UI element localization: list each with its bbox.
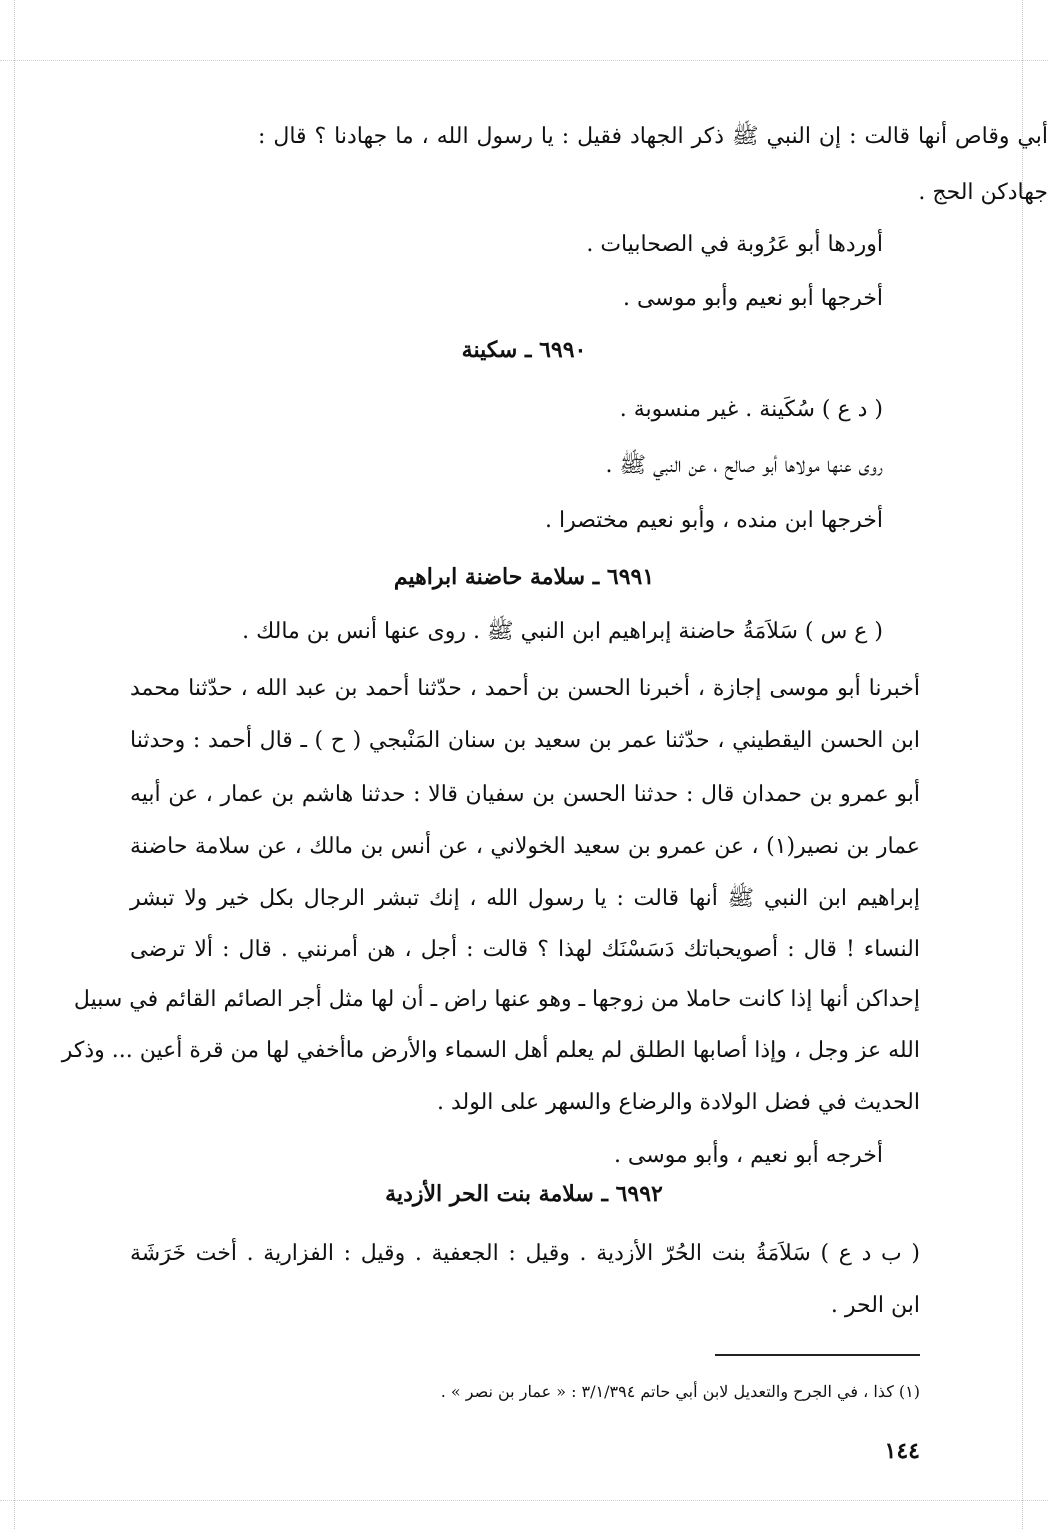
scan-margin-guide [0, 60, 1048, 61]
body-line: النساء ! قال : أصويحباتك دَسَسْنَك لهذا ؟ قالت : أجل ، هن أمرنني . قال : ألا ترضى [130, 937, 920, 962]
body-line: جهادكن الحج . [918, 180, 1048, 205]
footnote-divider [715, 1354, 920, 1356]
body-line: ( ع س ) سَلاَمَةُ حاضنة إبراهيم ابن النبي ﷺ . روى عنها أنس بن مالك . [242, 619, 883, 644]
body-line: أخبرنا أبو موسى إجازة ، أخبرنا الحسن بن أحمد ، حدّثنا أحمد بن عبد الله ، حدّثنا محمد [130, 676, 920, 701]
body-line: إبراهيم ابن النبي ﷺ أنها قالت : يا رسول الله ، إنك تبشر الرجال بكل خير ولا تبشر [130, 886, 920, 911]
entry-heading: ٦٩٩٠ ـ سكينة [461, 337, 587, 363]
body-line: أخرجها أبو نعيم وأبو موسى . [622, 286, 883, 311]
body-line: أخرجها ابن منده ، وأبو نعيم مختصرا . [544, 508, 883, 533]
footnote: (١) كذا ، في الجرح والتعديل لابن أبي حاتم ٣/١/٣٩٤ : « عمار بن نصر » . [440, 1382, 920, 1401]
entry-heading: ٦٩٩١ ـ سلامة حاضنة ابراهيم [393, 564, 655, 590]
body-line: أبي وقاص أنها قالت : إن النبي ﷺ ذكر الجهاد فقيل : يا رسول الله ، ما جهادنا ؟ قال : [258, 124, 1048, 149]
body-line: ( ب د ع ) سَلاَمَةُ بنت الحُرّ الأزدية . وقيل : الجعفية . وقيل : الفزارية . أخت خَرَشَة [130, 1241, 920, 1266]
page-number: ١٤٤ [884, 1438, 920, 1464]
body-line: أوردها أبو عَرُوبة في الصحابيات . [586, 232, 883, 257]
body-line: الحديث في فضل الولادة والرضاع والسهر على الولد . [436, 1090, 920, 1115]
body-line: أبو عمرو بن حمدان قال : حدثنا الحسن بن سفيان قالا : حدثنا هاشم بن عمار ، عن أبيه [130, 782, 920, 807]
body-line: إحداكن أنها إذا كانت حاملا من زوجها ـ وهو عنها راض ـ أن لها مثل أجر الصائم القائم في سبيل [73, 987, 920, 1012]
entry-heading: ٦٩٩٢ ـ سلامة بنت الحر الأزدية [385, 1181, 663, 1207]
body-line: ( د ع ) سُكَينة . غير منسوبة . [619, 397, 883, 422]
body-line: ابن الحسن اليقطيني ، حدّثنا عمر بن سعيد بن سنان المَنْبجي ( ح ) ـ قال أحمد : وحدثنا [130, 728, 920, 753]
scan-margin-guide [0, 1500, 1048, 1501]
body-line: روى عنها مولاها أبو صالح ، عن النبي ﷺ . [605, 453, 883, 478]
body-line: الله عز وجل ، وإذا أصابها الطلق لم يعلم أهل السماء والأرض ماأخفي لها من قرة أعين ... وذكر [61, 1038, 920, 1063]
scan-margin-guide [1022, 0, 1023, 1529]
body-line: عمار بن نصير(١) ، عن عمرو بن سعيد الخولاني ، عن أنس بن مالك ، عن سلامة حاضنة [130, 834, 921, 859]
scan-margin-guide [14, 0, 15, 1529]
body-line: أخرجه أبو نعيم ، وأبو موسى . [613, 1143, 883, 1168]
body-line: ابن الحر . [830, 1293, 920, 1318]
